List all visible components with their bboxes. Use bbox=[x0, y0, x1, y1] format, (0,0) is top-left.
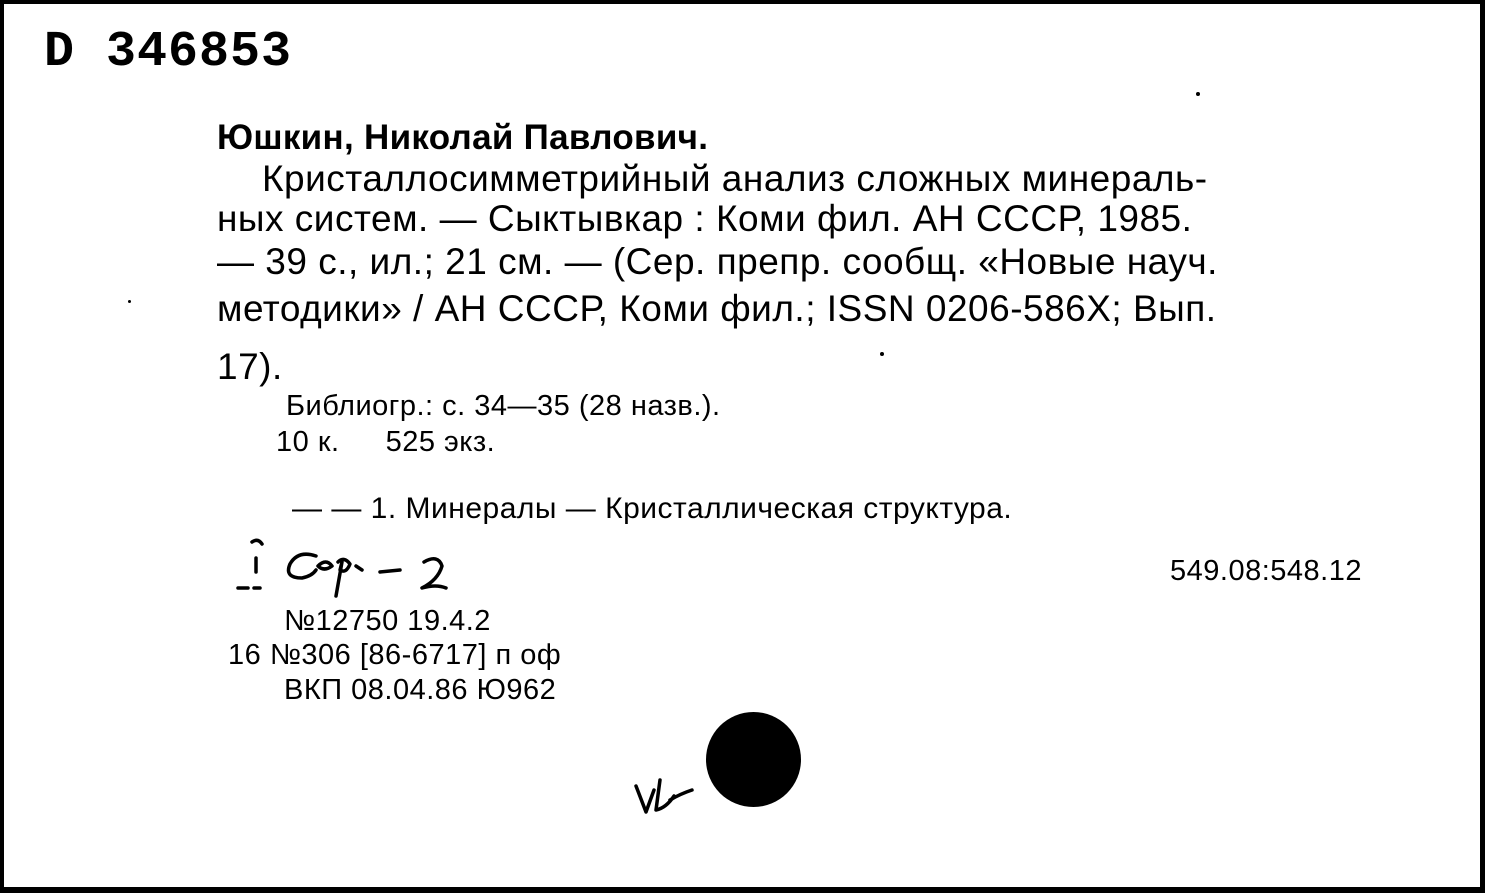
copies: 525 экз. bbox=[385, 426, 496, 458]
description-line-3: — 39 с., ил.; 21 см. — (Сер. препр. сообщ. «Новые науч. bbox=[217, 241, 1218, 282]
card-border-top bbox=[0, 0, 1485, 4]
bibliography-note: Библиогр.: с. 34—35 (28 назв.). bbox=[286, 390, 721, 422]
udc-code: 549.08:548.12 bbox=[1170, 555, 1362, 587]
description-line-5: 17). bbox=[217, 346, 283, 387]
handwritten-note-sketch bbox=[226, 532, 476, 602]
speck bbox=[718, 786, 722, 792]
service-line-2: 16 №306 [86-6717] п оф bbox=[228, 639, 562, 671]
speck bbox=[880, 352, 884, 356]
speck bbox=[1196, 92, 1200, 96]
card-border-right bbox=[1480, 0, 1485, 893]
service-line-3: ВКП 08.04.86 Ю962 bbox=[284, 674, 557, 706]
price: 10 к. bbox=[276, 426, 340, 458]
card-border-bottom bbox=[0, 887, 1485, 893]
subject-heading: — — 1. Минералы — Кристаллическая структура. bbox=[292, 492, 1013, 525]
author-heading: Юшкин, Николай Павлович. bbox=[217, 118, 709, 157]
description-line-4: методики» / АН СССР, Коми фил.; ISSN 0206-586X; Вып. bbox=[217, 288, 1217, 329]
description-line-2: ных систем. — Сыктывкар : Коми фил. АН СССР, 1985. bbox=[217, 198, 1193, 239]
card-border-left bbox=[0, 0, 4, 893]
handwritten-initials bbox=[630, 776, 700, 816]
price-copies-line bbox=[276, 428, 495, 457]
inventory-number: D 346853 bbox=[44, 24, 293, 81]
description-line-1: Кристаллосимметрийный анализ сложных минераль- bbox=[262, 158, 1208, 199]
speck bbox=[128, 300, 131, 303]
service-line-1: №12750 19.4.2 bbox=[284, 605, 491, 637]
filing-hole bbox=[706, 712, 801, 807]
